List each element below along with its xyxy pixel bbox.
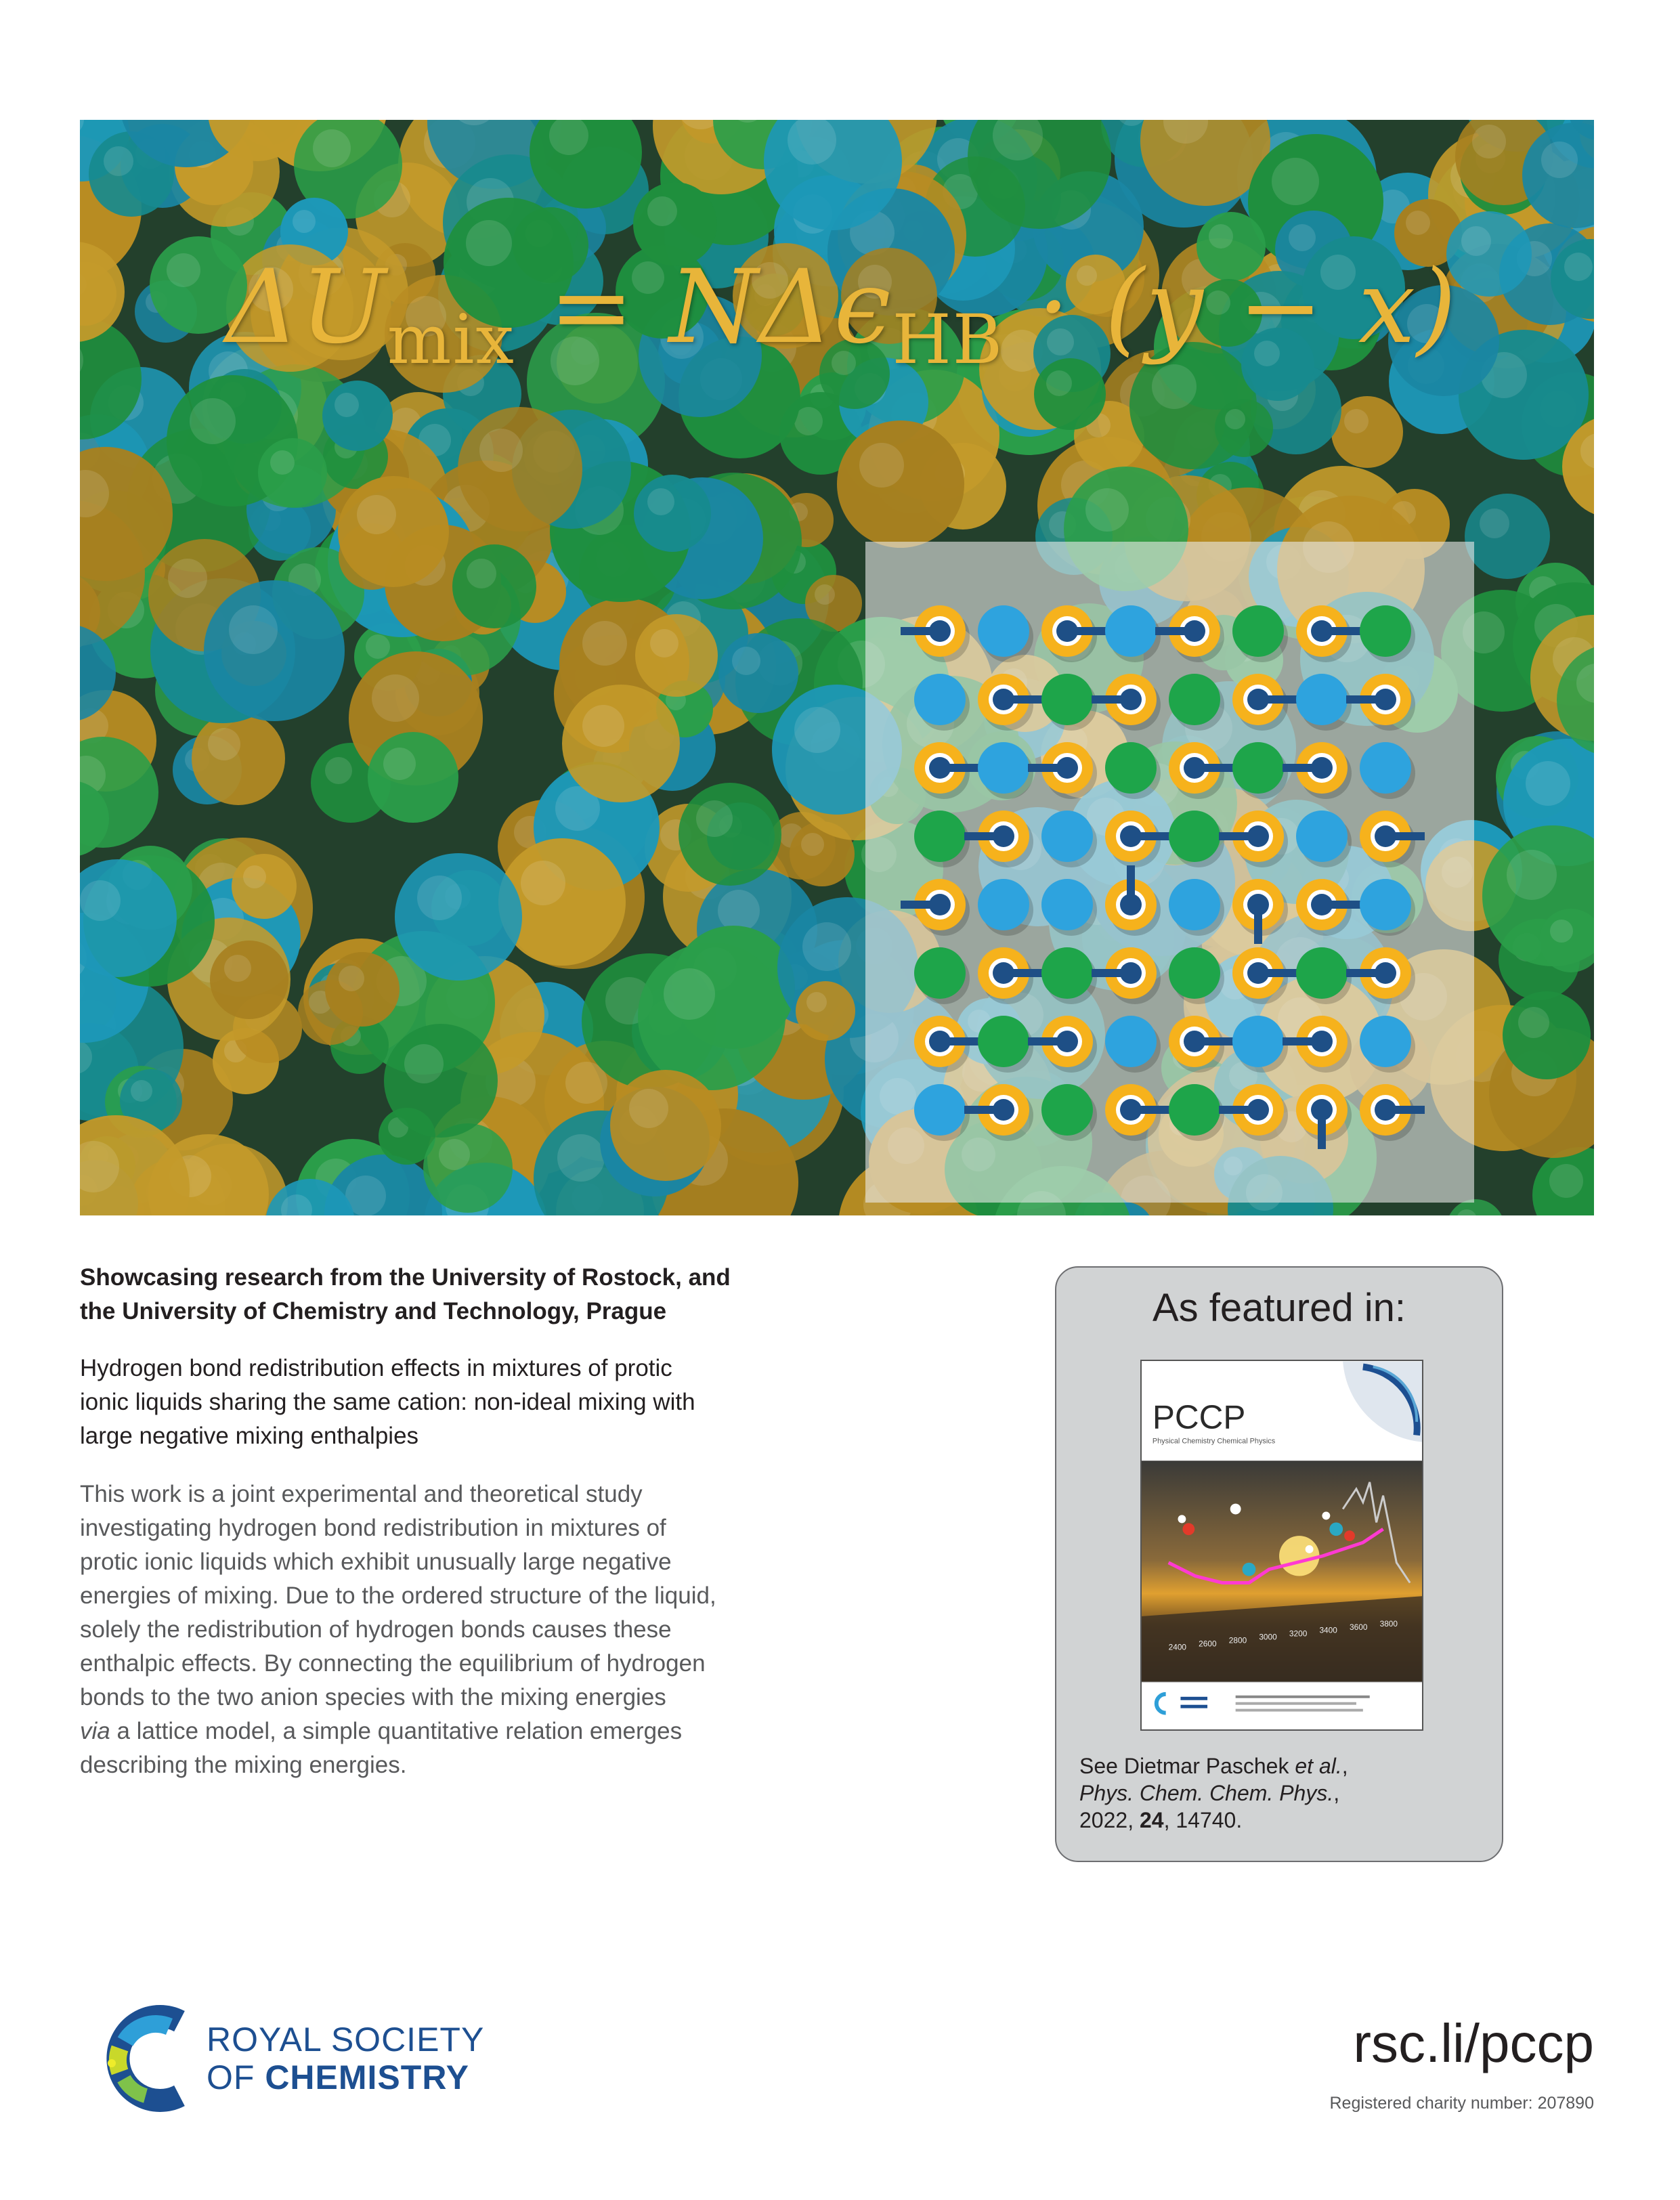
abstract-line: via a lattice model, a simple quantitative relation emerges xyxy=(80,1718,683,1744)
lattice-site xyxy=(978,1016,1033,1073)
lattice-site xyxy=(914,742,979,799)
lattice-site xyxy=(1296,947,1352,1004)
article-title xyxy=(80,1352,879,1453)
charity-number: Registered charity number: 207890 xyxy=(1329,2094,1594,2113)
abstract-line: bonds to the two anion species with the mixing energies xyxy=(80,1684,666,1710)
rsc-logo-line: OF CHEMISTRY xyxy=(207,2058,469,2096)
thumb-axis-tick: 3800 xyxy=(1379,1618,1398,1629)
lattice-site xyxy=(1232,742,1288,799)
abstract-line: protic ionic liquids which exhibit unusually large negative xyxy=(80,1549,672,1575)
lattice-site xyxy=(978,879,1033,936)
article-title-line: large negative mixing enthalpies xyxy=(80,1423,419,1449)
lattice-site xyxy=(1360,1084,1425,1141)
lattice-site xyxy=(1041,947,1097,1004)
lattice-site xyxy=(1346,674,1415,731)
showcase-heading-line: the University of Chemistry and Technology, Prague xyxy=(80,1298,667,1324)
lattice-site xyxy=(1169,1016,1234,1073)
lattice-site xyxy=(1296,605,1361,662)
thumb-journal-title: PCCP xyxy=(1152,1398,1246,1436)
lattice-site xyxy=(978,947,1043,1004)
lattice-site xyxy=(1169,947,1224,1004)
lattice-site xyxy=(1028,742,1097,799)
thumb-axis-tick: 2600 xyxy=(1199,1639,1217,1649)
lattice-site xyxy=(1092,674,1161,731)
thumb-axis-tick: 2800 xyxy=(1228,1635,1247,1645)
lattice-site xyxy=(1041,674,1097,731)
thumb-axis-tick: 2400 xyxy=(1168,1642,1187,1652)
abstract-line: solely the redistribution of hydrogen bonds causes these xyxy=(80,1616,672,1643)
lattice-site xyxy=(914,1084,970,1141)
lattice-site xyxy=(1360,1016,1415,1073)
lattice-site xyxy=(1105,605,1161,662)
abstract-line: energies of mixing. Due to the ordered structure of the liquid, xyxy=(80,1582,716,1609)
lattice-site xyxy=(1169,1084,1224,1141)
lattice-site xyxy=(1360,605,1415,662)
journal-cover-art xyxy=(1142,1361,1422,1729)
thumb-journal-subtitle: Physical Chemistry Chemical Physics xyxy=(1152,1437,1276,1446)
lattice-site xyxy=(1346,947,1415,1004)
cover-image xyxy=(80,120,1594,1215)
lattice-site xyxy=(1296,674,1352,731)
lattice-site xyxy=(914,947,970,1004)
journal-citation xyxy=(1079,1752,1486,1834)
featured-in-box xyxy=(1055,1266,1503,1862)
lattice-site xyxy=(978,742,1033,799)
mixing-energy-equation: $\Delta U_{mix} = N\Delta\epsilon_{HB} \cdot (y - x)$ xyxy=(225,249,1458,379)
lattice-site xyxy=(978,605,1033,662)
abstract-line: This work is a joint experimental and theoretical study xyxy=(80,1481,643,1507)
rsc-logo[interactable] xyxy=(98,2001,504,2116)
lattice-site xyxy=(1232,605,1288,662)
lattice-site xyxy=(1028,1016,1097,1073)
lattice-site xyxy=(1092,947,1161,1004)
lattice-panel xyxy=(865,542,1474,1203)
lattice-site xyxy=(1360,742,1415,799)
lattice-site xyxy=(1232,1016,1288,1073)
showcase-heading-line: Showcasing research from the University of Rostock, and xyxy=(80,1264,731,1291)
thumb-axis-tick: 3400 xyxy=(1319,1625,1337,1635)
lattice-site xyxy=(914,811,970,867)
journal-cover-thumbnail[interactable] xyxy=(1140,1360,1423,1731)
lattice-site xyxy=(1041,605,1106,662)
showcase-heading xyxy=(80,1261,859,1329)
lattice-site xyxy=(1360,879,1415,936)
lattice-site xyxy=(901,605,970,662)
lattice-site xyxy=(1105,1084,1170,1141)
lattice-site xyxy=(1169,879,1224,936)
lattice-site xyxy=(1041,811,1097,867)
lattice-site xyxy=(1169,674,1224,731)
citation-line: Phys. Chem. Chem. Phys., xyxy=(1079,1781,1340,1805)
abstract-line: enthalpic effects. By connecting the equilibrium of hydrogen xyxy=(80,1650,706,1677)
lattice-site xyxy=(1219,1084,1288,1141)
lattice-site xyxy=(1105,865,1161,936)
abstract xyxy=(80,1478,838,1782)
article-title-line: ionic liquids sharing the same cation: non-ideal mixing with xyxy=(80,1389,695,1415)
lattice-site xyxy=(1232,879,1288,944)
thumb-axis-tick: 3200 xyxy=(1289,1629,1308,1639)
lattice-site xyxy=(1283,1016,1352,1073)
lattice-site xyxy=(1105,811,1170,867)
lattice-site xyxy=(1105,742,1161,799)
rsc-logo-mark-icon xyxy=(98,2001,207,2116)
citation-line: See Dietmar Paschek et al., xyxy=(1079,1754,1348,1778)
citation-line: 2022, 24, 14740. xyxy=(1079,1808,1243,1832)
lattice-site xyxy=(1360,811,1425,867)
lattice-site xyxy=(1219,811,1288,867)
lattice-site xyxy=(964,1084,1033,1141)
featured-heading: As featured in: xyxy=(1153,1286,1406,1330)
lattice-site xyxy=(1283,742,1352,799)
lattice-site xyxy=(1041,879,1097,936)
thumb-axis-tick: 3600 xyxy=(1350,1622,1368,1632)
journal-url-link[interactable]: rsc.li/pccp xyxy=(1353,2013,1594,2073)
article-title-line: Hydrogen bond redistribution effects in mixtures of protic xyxy=(80,1355,672,1381)
lattice-site xyxy=(978,674,1043,731)
thumb-axis-tick: 3000 xyxy=(1259,1632,1277,1642)
lattice-site xyxy=(1169,811,1224,867)
lattice-site xyxy=(1105,1016,1161,1073)
lattice-site xyxy=(1169,742,1234,799)
rsc-logo-line: ROYAL SOCIETY xyxy=(207,2021,485,2058)
lattice-diagram xyxy=(865,542,1474,1203)
lattice-site xyxy=(901,879,970,936)
lattice-site xyxy=(1155,605,1224,662)
lattice-site xyxy=(1296,811,1352,867)
lattice-site xyxy=(914,674,970,731)
lattice-site xyxy=(964,811,1033,867)
lattice-site xyxy=(1296,1084,1352,1149)
abstract-line: describing the mixing energies. xyxy=(80,1752,407,1778)
lattice-site xyxy=(914,1016,979,1073)
lattice-site xyxy=(1041,1084,1097,1141)
lattice-site xyxy=(1296,879,1361,936)
lattice-site xyxy=(1232,947,1297,1004)
abstract-line: investigating hydrogen bond redistribution in mixtures of xyxy=(80,1515,666,1541)
lattice-site xyxy=(1232,674,1297,731)
